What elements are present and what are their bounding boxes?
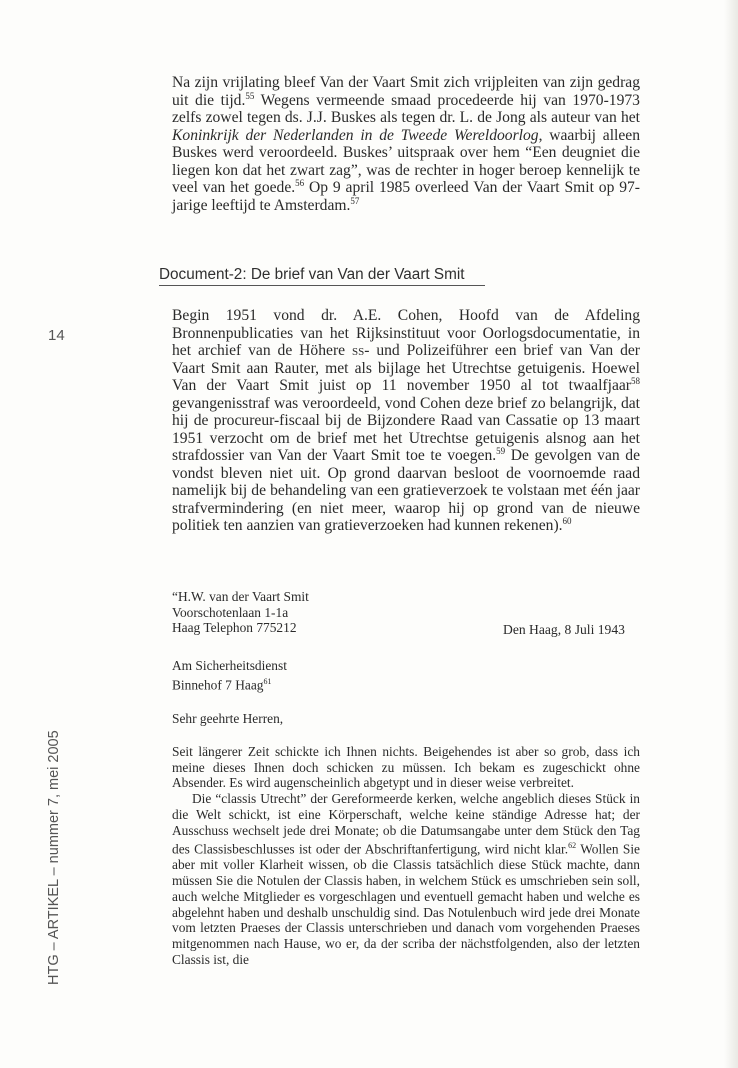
body-paragraph: Begin 1951 vond dr. A.E. Cohen, Hoofd van de Afdeling Bronnenpublicaties van het Rijksinstituut voor Oorlogsdocumentatie, in het archief van de Höhere ss- und Polizeiführer een brief van Van der Vaart Smit aan Rauter, met als bijlage het Utrechtse getuigenis. Hoewel Van der Vaart Smit juist op 11 november 1950 al tot twaalfjaar$^{58}$ gevangenisstraf was veroordeeld, vond Cohen deze brief zo belangrijk, dat hij de procureur-fiscaal bij de Bijzondere Raad van Cassatie op 13 maart 1951 verzocht om de brief met het Utrechtse getuigenis alsnog aan het strafdossier van Van der Vaart Smit toe te voegen.$^{59}$ De gevolgen van de vondst bleven niet uit. Op grond daarvan besloot de voornoemde raad namelijk bij de behandeling van een gratieverzoek te volstaan met één jaar strafvermindering (en niet meer, waarop hij op grond van de nieuwe politiek ten aanzien van gratieverzoeken had kunnen rekenen).$^{60}$ bbox=[172, 307, 640, 534]
footnote-ref-58[interactable]: 58 bbox=[631, 375, 640, 386]
letter-paragraph: Seit längerer Zeit schickte ich Ihnen nichts. Beigehendes ist aber so grob, dass ich meine dieses Ihnen doch schicken zu müssen. Ich bekam es zugeschickt ohne Absender. Es wird augenscheinlich abgetypt und in dieser weise verbreitet. bbox=[172, 744, 640, 791]
letter-paragraph: Die “classis Utrecht” der Gereformeerde kerken, welche angeblich dieses Stück in die Welt schickt, ist eine Körperschaft, welche keine ständige Adresse hat; der Ausschuss wechselt jede drei Monate; ob die Datumsangabe unter dem Stück den Tag des Classisbeschlusses ist oder der Abschriftanfertigung, wird nicht klar.$^{62}$ Wollen Sie aber mit voller Klarheit wissen, ob die Classis tatsächlich diese Stück machte, dann müssen Sie die Notulen der Classis haben, in welchem Stück es umschrieben sein soll, auch welche Mitglieder es vorgeschlagen und eventuell gemacht haben und welche es abgelehnt haben und deshalb unschuldig sind. Das Notulenbuch wird jede drei Monate vom letzten Praeses der Classis unterschrieben und danach vom vorgehenden Praeses mitgenommen nach Hause, wo er, da der scriba der nächstfolgenden, also der letzten Classis ist, die bbox=[172, 791, 640, 967]
footnote-ref-57[interactable]: 57 bbox=[350, 195, 360, 206]
letter-sender-phone: Haag Telephon 775212 bbox=[172, 620, 297, 636]
footnote-ref-61[interactable]: 61 bbox=[263, 676, 272, 686]
letter-date: Den Haag, 8 Juli 1943 bbox=[503, 622, 625, 637]
letter-body bbox=[172, 744, 640, 967]
footnote-ref-55[interactable]: 55 bbox=[245, 90, 255, 101]
page-edge-shadow bbox=[724, 0, 738, 1068]
running-head: HTG – ARTIKEL – nummer 7, mei 2005 bbox=[46, 730, 62, 985]
letter-salutation: Sehr geehrte Herren, bbox=[172, 711, 284, 726]
letter-recipient: Am Sicherheitsdienst Binnehof 7 Haag$^{61}$ bbox=[172, 658, 287, 693]
section-heading: Document-2: De brief van Van der Vaart Smit bbox=[159, 266, 465, 283]
footnote-ref-59[interactable]: 59 bbox=[496, 445, 506, 456]
letter-sender-name: “H.W. van der Vaart Smit bbox=[172, 589, 309, 604]
letter-sender-street: Voorschotenlaan 1-1a bbox=[172, 604, 289, 620]
page-number: 14 bbox=[48, 327, 65, 344]
book-title: Koninkrijk der Nederlanden in de Tweede Wereldoorlog bbox=[172, 126, 539, 144]
footnote-ref-60[interactable]: 60 bbox=[562, 515, 572, 526]
heading-underline bbox=[159, 285, 485, 286]
intro-paragraph: Na zijn vrijlating bleef Van der Vaart Smit zich vrijpleiten van zijn gedrag uit die tijd.$^{55}$ Wegens vermeende smaad procedeerde hij van 1970-1973 zelfs zowel tegen ds. J.J. Buskes als tegen dr. L. de Jong als auteur van het Koninkrijk der Nederlanden in de Tweede Wereldoorlog, waarbij alleen Buskes werd veroordeeld. Buskes’ uitspraak over hem “Een deugniet die liegen kon dat het zwart zag”, was de rechter in hoger beroep kennelijk te veel van het goede.$^{56}$ Op 9 april 1985 overleed Van der Vaart Smit op 97-jarige leeftijd te Amsterdam.$^{57}$ bbox=[172, 74, 640, 214]
footnote-ref-62[interactable]: 62 bbox=[568, 841, 577, 851]
footnote-ref-56[interactable]: 56 bbox=[295, 177, 305, 188]
